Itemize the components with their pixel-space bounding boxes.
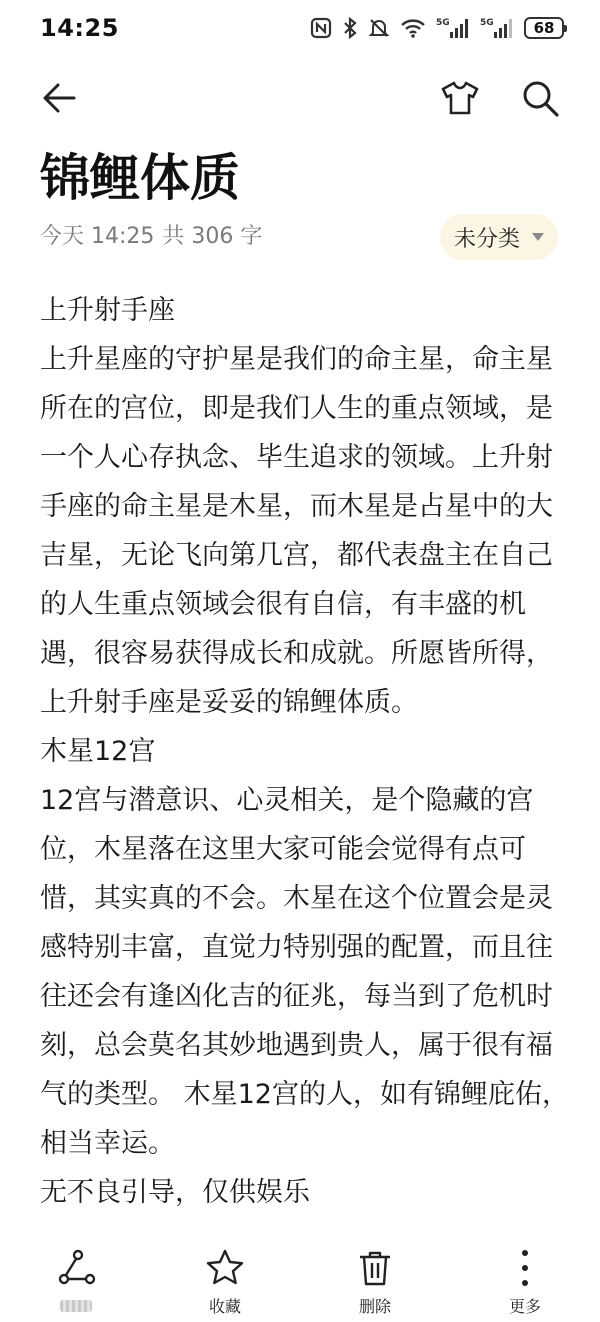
category-dropdown[interactable]	[440, 214, 558, 260]
share-label-blurred	[60, 1300, 92, 1312]
status-icons	[310, 16, 564, 40]
favorite-label: 收藏	[208, 1297, 241, 1316]
more-vertical-icon	[505, 1248, 545, 1288]
status-bar	[0, 0, 600, 56]
nfc-icon	[310, 17, 332, 39]
note-meta	[40, 222, 262, 252]
more-button[interactable]	[485, 1248, 565, 1318]
chevron-down-icon	[532, 233, 544, 241]
note-paragraph: 12宫与潜意识、心灵相关，是个隐藏的宫位，木星落在这里大家可能会觉得有点可惜，其实真的不会。木星在这个位置会是灵感特别丰富，直觉力特别强的配置，而且往往还会有逢凶化吉的征兆，每当到了危机时刻，总会莫名其妙地遇到贵人，属于很有福气的类型。 木星12宫的人，如有锦鲤庇佑，相当幸运。	[40, 785, 569, 1159]
favorite-button[interactable]	[185, 1248, 265, 1318]
tshirt-icon	[438, 76, 482, 120]
search-button[interactable]	[518, 76, 562, 120]
svg-text:5G: 5G	[436, 18, 450, 28]
bottom-action-bar	[0, 1240, 600, 1322]
share-button[interactable]	[36, 1248, 116, 1318]
note-paragraph: 上升星座的守护星是我们的命主星，命主星所在的宫位，即是我们人生的重点领域，是一个人心存执念、毕生追求的领域。上升射手座的命主星是木星，而木星是占星中的大吉星，无论飞向第几宫，都代表盘主在自己的人生重点领域会很有自信，有丰盛的机遇，很容易获得成长和成就。所愿皆所得，上升射手座是妥妥的锦鲤体质。	[40, 344, 553, 718]
mute-icon	[368, 17, 390, 39]
note-paragraph: 上升射手座	[40, 295, 175, 326]
bluetooth-icon	[342, 16, 358, 40]
note-paragraph: 无不良引导，仅供娱乐	[40, 1177, 310, 1208]
more-label: 更多	[508, 1297, 541, 1316]
search-icon	[518, 76, 562, 120]
share-icon	[56, 1248, 96, 1288]
star-icon	[205, 1248, 245, 1288]
back-button[interactable]	[38, 76, 82, 120]
delete-label: 删除	[358, 1297, 391, 1316]
category-label: 未分类	[453, 226, 520, 252]
note-date: 今天 14:25	[40, 224, 155, 249]
arrow-left-icon	[38, 76, 82, 120]
trash-icon	[355, 1248, 395, 1288]
note-word-count: 共 306 字	[162, 224, 263, 249]
svg-text:5G: 5G	[480, 18, 494, 28]
status-time: 14:25	[40, 14, 119, 42]
theme-button[interactable]	[438, 76, 482, 120]
battery-indicator: 68	[524, 17, 564, 39]
toolbar	[0, 70, 600, 126]
delete-button[interactable]	[335, 1248, 415, 1318]
signal-5g-icon	[480, 16, 514, 40]
note-body[interactable]	[40, 286, 570, 1217]
wifi-icon	[400, 17, 426, 39]
signal-5g-icon	[436, 16, 470, 40]
note-paragraph: 木星12宫	[40, 736, 156, 767]
note-title[interactable]: 锦鲤体质	[40, 149, 240, 207]
